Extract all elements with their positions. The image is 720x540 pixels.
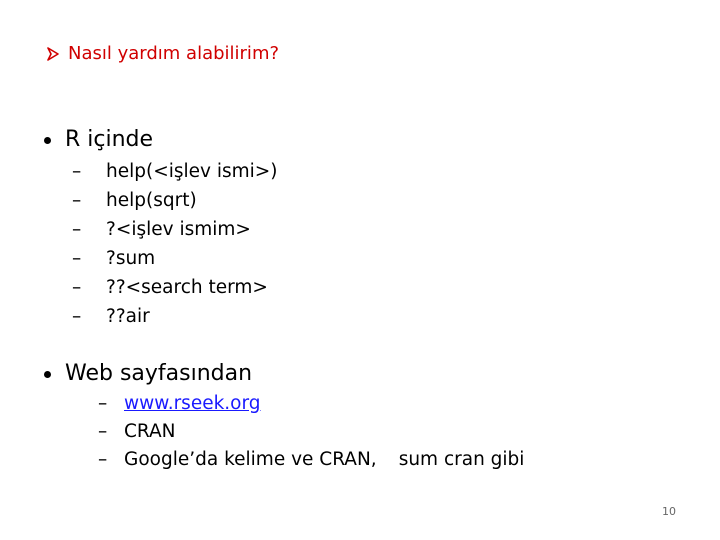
sub-list xyxy=(72,157,278,331)
section-r-icinde xyxy=(44,126,278,331)
arrow-right-icon xyxy=(46,47,60,61)
section-title-text: R içinde xyxy=(65,127,154,152)
bullet-dot-icon xyxy=(44,371,51,378)
list-item xyxy=(98,390,524,418)
list-item-note: sum cran gibi xyxy=(398,449,525,470)
dash-icon: – xyxy=(98,421,108,442)
list-item xyxy=(72,186,278,215)
section-title xyxy=(44,126,278,154)
list-item xyxy=(72,273,278,302)
list-item-text: help(sqrt) xyxy=(106,190,197,211)
page-number: 10 xyxy=(662,505,676,518)
slide-heading xyxy=(46,42,279,66)
bullet-dot-icon xyxy=(44,137,51,144)
heading-text: Nasıl yardım alabilirim? xyxy=(68,43,280,64)
dash-icon: – xyxy=(72,219,82,240)
section-web-sayfasindan xyxy=(44,360,524,474)
list-item-text: ?<işlev ismim> xyxy=(106,219,251,240)
list-item xyxy=(98,446,524,474)
list-item xyxy=(72,244,278,273)
dash-icon: – xyxy=(72,161,82,182)
dash-icon: – xyxy=(72,306,82,327)
section-title-text: Web sayfasından xyxy=(65,361,253,386)
dash-icon: – xyxy=(72,277,82,298)
list-item-text: help(<işlev ismi>) xyxy=(106,161,278,182)
dash-icon: – xyxy=(98,449,108,470)
list-item-text: ?sum xyxy=(106,248,156,269)
dash-icon: – xyxy=(98,393,108,414)
rseek-link[interactable]: www.rseek.org xyxy=(124,393,261,414)
dash-icon: – xyxy=(72,248,82,269)
list-item xyxy=(72,157,278,186)
list-item-text: ??<search term> xyxy=(106,277,268,298)
dash-icon: – xyxy=(72,190,82,211)
list-item xyxy=(98,418,524,446)
list-item-text: CRAN xyxy=(124,421,176,442)
section-title xyxy=(44,360,524,388)
list-item-text: Google’da kelime ve CRAN, xyxy=(124,449,377,470)
list-item xyxy=(72,302,278,331)
sub-list xyxy=(98,390,524,474)
list-item xyxy=(72,215,278,244)
list-item-text: ??air xyxy=(106,306,150,327)
